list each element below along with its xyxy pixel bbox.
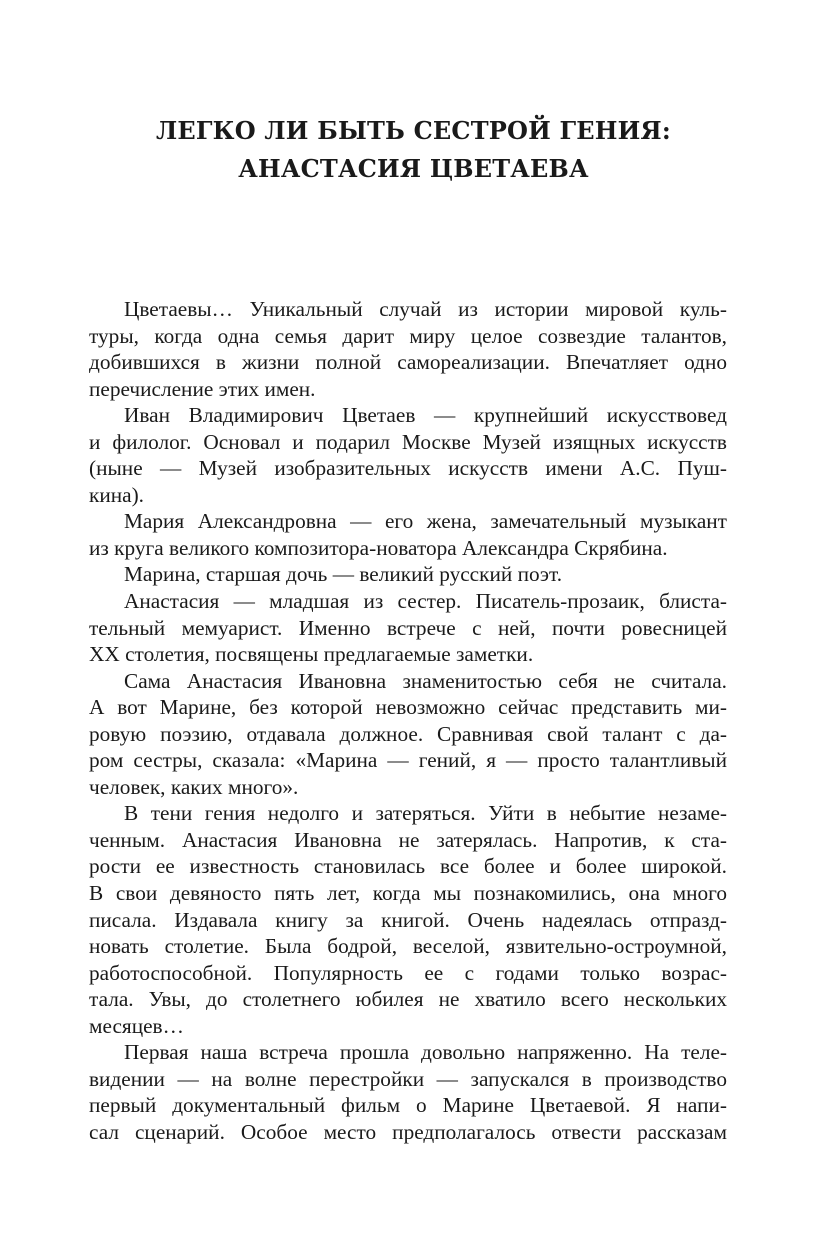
text-line: А вот Марине, без которой невозможно сейчас представить ми-: [89, 695, 727, 720]
paragraph: [89, 561, 727, 588]
text-line: Мария Александровна — его жена, замечательный музыкант: [124, 509, 727, 534]
text-line: работоспособной. Популярность ее с годами только возрас-: [89, 960, 727, 985]
chapter-title: [90, 112, 737, 188]
text-line: кина).: [89, 482, 145, 507]
text-line: В тени гения недолго и затеряться. Уйти в небытие незаме-: [124, 801, 727, 826]
text-line: туры, когда одна семья дарит миру целое созвездие талантов,: [89, 323, 727, 348]
text-line: месяцев…: [89, 1013, 184, 1038]
text-line: (ныне — Музей изобразительных искусств имени А.С. Пуш-: [89, 456, 727, 481]
text-line: первый документальный фильм о Марине Цветаевой. Я напи-: [89, 1093, 727, 1118]
text-line: тельный мемуарист. Именно встрече с ней, почти ровесницей: [89, 615, 727, 640]
text-line: Иван Владимирович Цветаев — крупнейший искусствовед: [124, 403, 727, 428]
text-line: перечисление этих имен.: [89, 376, 316, 401]
paragraph: [89, 800, 727, 1039]
text-line: XX столетия, посвящены предлагаемые заметки.: [89, 642, 534, 667]
paragraph: [89, 508, 727, 561]
text-line: и филолог. Основал и подарил Москве Музей изящных искусств: [89, 429, 727, 454]
text-line: из круга великого композитора-новатора Александра Скрябина.: [89, 535, 668, 560]
chapter-title-line-2: АНАСТАСИЯ ЦВЕТАЕВА: [238, 154, 589, 183]
text-line: сал сценарий. Особое место предполагалось отвести рассказам: [89, 1119, 727, 1144]
chapter-title-line-1: ЛЕГКО ЛИ БЫТЬ СЕСТРОЙ ГЕНИЯ:: [156, 116, 671, 145]
text-line: тала. Увы, до столетнего юбилея не хватило всего нескольких: [89, 987, 727, 1012]
text-line: ровую поэзию, отдавала должное. Сравнивая свой талант с да-: [89, 721, 727, 746]
text-line: В свои девяносто пять лет, когда мы познакомились, она много: [89, 881, 727, 906]
text-line: писала. Издавала книгу за книгой. Очень надеялась отпразд-: [89, 907, 727, 932]
text-line: ром сестры, сказала: «Марина — гений, я — просто талантливый: [89, 748, 727, 773]
paragraph: [89, 402, 727, 508]
text-line: Анастасия — младшая из сестер. Писатель-прозаик, блиста-: [124, 589, 727, 614]
paragraph: [89, 588, 727, 668]
paragraph: [89, 668, 727, 801]
body-text: [89, 296, 727, 1146]
text-line: новать столетие. Была бодрой, веселой, язвительно-остроумной,: [89, 934, 727, 959]
text-line: человек, каких много».: [89, 774, 299, 799]
text-line: ченным. Анастасия Ивановна не затерялась. Напротив, к ста-: [89, 827, 727, 852]
text-line: рости ее известность становилась все более и более широкой.: [89, 854, 727, 879]
text-line: добившихся в жизни полной самореализации. Впечатляет одно: [89, 350, 727, 375]
text-line: Первая наша встреча прошла довольно напряженно. На теле-: [124, 1040, 727, 1065]
text-line: видении — на волне перестройки — запускался в производство: [89, 1066, 727, 1091]
text-line: Марина, старшая дочь — великий русский поэт.: [124, 562, 563, 587]
text-line: Цветаевы… Уникальный случай из истории мировой куль-: [124, 297, 727, 321]
paragraph: [89, 296, 727, 402]
paragraph: [89, 1039, 727, 1145]
text-line: Сама Анастасия Ивановна знаменитостью себя не считала.: [124, 668, 727, 693]
